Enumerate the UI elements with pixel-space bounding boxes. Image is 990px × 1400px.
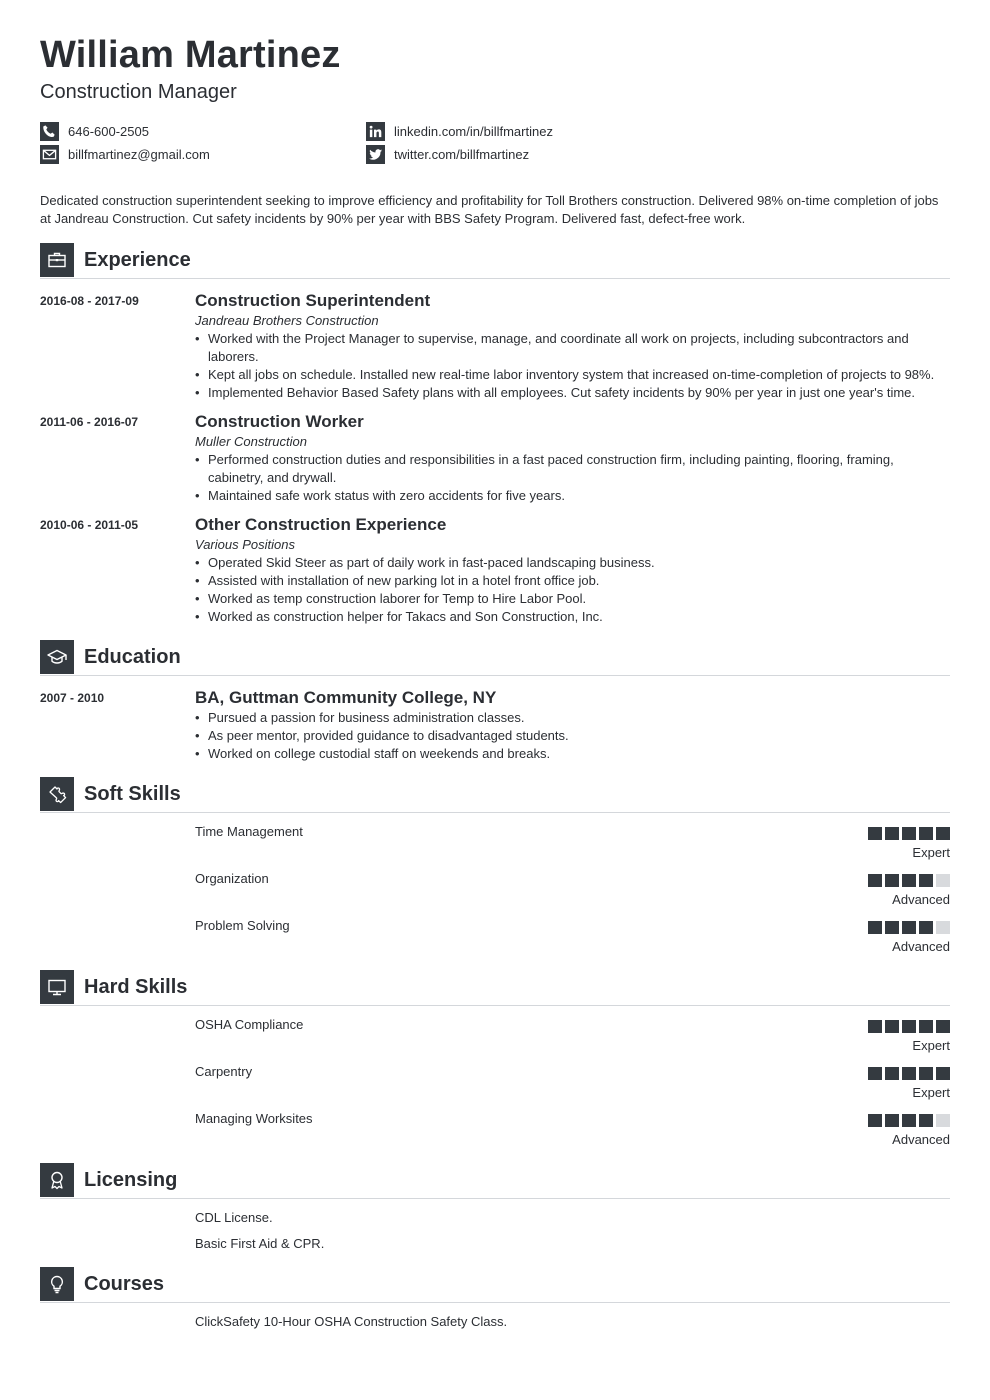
rating-square-filled — [885, 1114, 899, 1127]
rating-square-filled — [902, 874, 916, 887]
section-soft-skills — [40, 777, 950, 813]
section-experience — [40, 243, 950, 279]
rating-dots — [750, 874, 950, 887]
rating-dots — [750, 1020, 950, 1033]
rating-square-empty — [936, 874, 950, 887]
rating-square-filled — [868, 1020, 882, 1033]
candidate-name: William Martinez — [40, 34, 341, 76]
rating-square-filled — [919, 921, 933, 934]
section-hard-skills — [40, 970, 950, 1006]
section-title: Soft Skills — [84, 783, 181, 805]
skill-name: Managing Worksites — [195, 1111, 313, 1126]
section-title: Licensing — [84, 1169, 178, 1191]
skill-level: Expert — [912, 1038, 950, 1053]
bullet-item: • Pursued a passion for business administration classes. — [195, 709, 950, 727]
contact-linkedin-text[interactable]: linkedin.com/in/billfmartinez — [394, 124, 553, 139]
bullet-item: • As peer mentor, provided guidance to disadvantaged students. — [195, 727, 950, 745]
job-company: Jandreau Brothers Construction — [195, 313, 379, 328]
rating-square-filled — [885, 921, 899, 934]
job-title: Construction Worker — [195, 412, 364, 431]
twitter-icon — [366, 145, 385, 164]
job-bullets — [195, 451, 950, 505]
skill-rating — [750, 1067, 950, 1101]
skill-rating — [750, 1114, 950, 1148]
skill-name: Time Management — [195, 824, 303, 839]
rating-dots — [750, 1114, 950, 1127]
skill-name: Problem Solving — [195, 918, 290, 933]
skill-rating — [750, 827, 950, 861]
skill-level: Advanced — [892, 1132, 950, 1147]
rating-square-filled — [885, 1067, 899, 1080]
rating-square-filled — [902, 1114, 916, 1127]
graduation-cap-icon — [40, 640, 74, 674]
rating-square-filled — [902, 1067, 916, 1080]
rating-square-filled — [868, 874, 882, 887]
job-date: 2011-06 - 2016-07 — [40, 415, 139, 429]
monitor-icon — [40, 970, 74, 1004]
bullet-item: • Worked with the Project Manager to supervise, manage, and coordinate all work on projects, including subcontractors and laborers. — [195, 330, 950, 366]
section-licensing — [40, 1163, 950, 1199]
bullet-item: • Performed construction duties and responsibilities in a fast paced construction firm, including painting, flooring, framing, cabinetry, and drywall. — [195, 451, 950, 487]
rating-square-filled — [902, 921, 916, 934]
license-item: CDL License. — [195, 1210, 273, 1225]
lightbulb-icon — [40, 1267, 74, 1301]
job-title: Construction Superintendent — [195, 291, 431, 310]
rating-dots — [750, 921, 950, 934]
job-entry — [195, 411, 950, 505]
bullet-item: • Worked as construction helper for Takacs and Son Construction, Inc. — [195, 608, 950, 626]
skill-level: Expert — [912, 1085, 950, 1100]
rating-square-empty — [936, 921, 950, 934]
section-education — [40, 640, 950, 676]
bullet-item: • Implemented Behavior Based Safety plans with all employees. Cut safety incidents by 90% per year in just one year's time. — [195, 384, 950, 402]
phone-icon — [40, 122, 59, 141]
section-title: Courses — [84, 1273, 165, 1295]
linkedin-icon — [366, 122, 385, 141]
rating-square-filled — [936, 1020, 950, 1033]
rating-square-filled — [868, 1114, 882, 1127]
bullet-item: • Worked on college custodial staff on weekends and breaks. — [195, 745, 950, 763]
section-title: Education — [84, 646, 181, 668]
rating-square-filled — [919, 874, 933, 887]
bullet-item: • Worked as temp construction laborer for Temp to Hire Labor Pool. — [195, 590, 950, 608]
rating-square-filled — [885, 874, 899, 887]
course-item: ClickSafety 10-Hour OSHA Construction Safety Class. — [195, 1314, 508, 1329]
rating-square-filled — [885, 827, 899, 840]
degree-title: BA, Guttman Community College, NY — [195, 688, 497, 707]
rating-square-filled — [936, 827, 950, 840]
skill-rating — [750, 874, 950, 908]
bullet-item: • Operated Skid Steer as part of daily work in fast-paced landscaping business. — [195, 554, 950, 572]
skill-level: Advanced — [892, 939, 950, 954]
license-item: Basic First Aid & CPR. — [195, 1236, 325, 1251]
rating-dots — [750, 827, 950, 840]
skill-rating — [750, 1020, 950, 1054]
job-entry — [195, 290, 950, 402]
skill-name: Carpentry — [195, 1064, 253, 1079]
rating-square-filled — [902, 1020, 916, 1033]
rating-square-filled — [919, 827, 933, 840]
rating-square-empty — [936, 1114, 950, 1127]
candidate-role: Construction Manager — [40, 81, 237, 103]
skill-rating — [750, 921, 950, 955]
section-title: Hard Skills — [84, 976, 188, 998]
education-date: 2007 - 2010 — [40, 691, 105, 705]
email-icon — [40, 145, 59, 164]
skill-name: Organization — [195, 871, 269, 886]
rating-square-filled — [919, 1067, 933, 1080]
education-bullets — [195, 709, 950, 763]
skill-level: Advanced — [892, 892, 950, 907]
briefcase-icon — [40, 243, 74, 277]
education-entry — [195, 687, 950, 763]
contact-email[interactable] — [40, 145, 210, 164]
contact-phone-text: 646-600-2505 — [68, 124, 149, 139]
job-entry — [195, 514, 950, 626]
puzzle-icon — [40, 777, 74, 811]
rating-square-filled — [868, 1067, 882, 1080]
rating-dots — [750, 1067, 950, 1080]
skill-name: OSHA Compliance — [195, 1017, 304, 1032]
job-company: Muller Construction — [195, 434, 307, 449]
bullet-item: • Assisted with installation of new parking lot in a hotel front office job. — [195, 572, 950, 590]
rating-square-filled — [902, 827, 916, 840]
section-courses — [40, 1267, 950, 1303]
contact-email-text[interactable]: billfmartinez@gmail.com — [68, 147, 210, 162]
contact-phone — [40, 122, 149, 141]
job-bullets — [195, 330, 950, 402]
contact-linkedin[interactable] — [366, 122, 553, 141]
job-company: Various Positions — [195, 537, 295, 552]
job-date: 2016-08 - 2017-09 — [40, 294, 139, 308]
bullet-item: • Maintained safe work status with zero accidents for five years. — [195, 487, 950, 505]
award-icon — [40, 1163, 74, 1197]
rating-square-filled — [868, 827, 882, 840]
rating-square-filled — [919, 1114, 933, 1127]
profile-summary: Dedicated construction superintendent seeking to improve efficiency and profitability for Toll Brothers construction. Delivered 98% on-time completion of jobs at Jandreau Construction. Cut safety incidents by 90% per year with BBS Safety Program. Delivered fast, defect-free work. — [40, 193, 939, 226]
rating-square-filled — [885, 1020, 899, 1033]
bullet-item: • Kept all jobs on schedule. Installed new real-time labor inventory system that increased on-time-completion of projects to 98%. — [195, 366, 950, 384]
contact-twitter-text[interactable]: twitter.com/billfmartinez — [394, 147, 530, 162]
rating-square-filled — [936, 1067, 950, 1080]
skill-level: Expert — [912, 845, 950, 860]
job-date: 2010-06 - 2011-05 — [40, 518, 139, 532]
contact-twitter[interactable] — [366, 145, 529, 164]
rating-square-filled — [868, 921, 882, 934]
section-title: Experience — [84, 249, 191, 271]
job-bullets — [195, 554, 950, 626]
job-title: Other Construction Experience — [195, 515, 447, 534]
rating-square-filled — [919, 1020, 933, 1033]
